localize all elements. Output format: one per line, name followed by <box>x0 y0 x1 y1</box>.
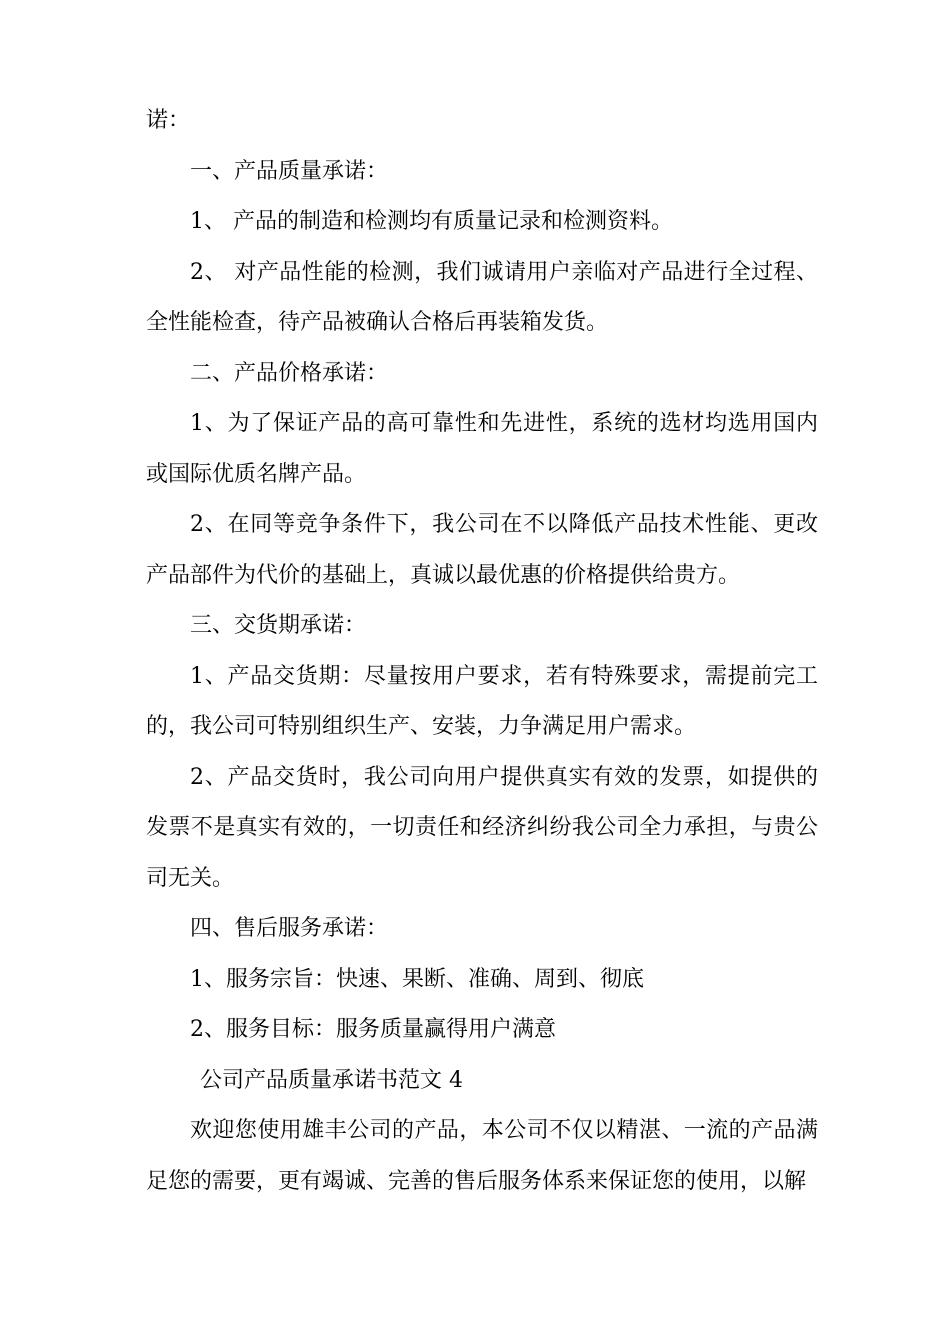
document-subtitle: 公司产品质量承诺书范文 4 <box>200 1067 463 1093</box>
document-body <box>146 96 818 1207</box>
section-heading-service: 四、售后服务承诺： <box>190 916 389 941</box>
paragraph-price-1: 1、为了保证产品的高可靠性和先进性，系统的选材均选用国内或国际优质名牌产品。 <box>146 411 818 487</box>
paragraph-price-2: 2、在同等竞争条件下，我公司在不以降低产品技术性能、更改产品部件为代价的基础上，真诚以最优惠的价格提供给贵方。 <box>146 512 818 588</box>
paragraph-quality-2: 2、 对产品性能的检测，我们诚请用户亲临对产品进行全过程、全性能检查，待产品被确认合格后再装箱发货。 <box>146 259 818 335</box>
paragraph-delivery-2: 2、产品交货时，我公司向用户提供真实有效的发票，如提供的发票不是真实有效的，一切责任和经济纠纷我公司全力承担，与贵公司无关。 <box>146 764 818 891</box>
paragraph-service-1: 1、服务宗旨：快速、果断、准确、周到、彻底 <box>190 966 644 992</box>
paragraph-welcome: 欢迎您使用雄丰公司的产品，本公司不仅以精湛、一流的产品满足您的需要，更有竭诚、完善的售后服务体系来保证您的使用，以解 <box>146 1118 818 1194</box>
paragraph-service-2: 2、服务目标：服务质量赢得用户满意 <box>190 1017 556 1042</box>
section-heading-price: 二、产品价格承诺： <box>190 360 389 386</box>
section-heading-delivery: 三、交货期承诺： <box>190 613 367 638</box>
paragraph-delivery-1: 1、产品交货期：尽量按用户要求，若有特殊要求，需提前完工的，我公司可特别组织生产、安装，力争满足用户需求。 <box>146 663 818 739</box>
paragraph-continuation: 诺： <box>146 108 191 133</box>
paragraph-quality-1: 1、 产品的制造和检测均有质量记录和检测资料。 <box>190 209 673 234</box>
section-heading-quality: 一、产品质量承诺： <box>190 158 389 184</box>
